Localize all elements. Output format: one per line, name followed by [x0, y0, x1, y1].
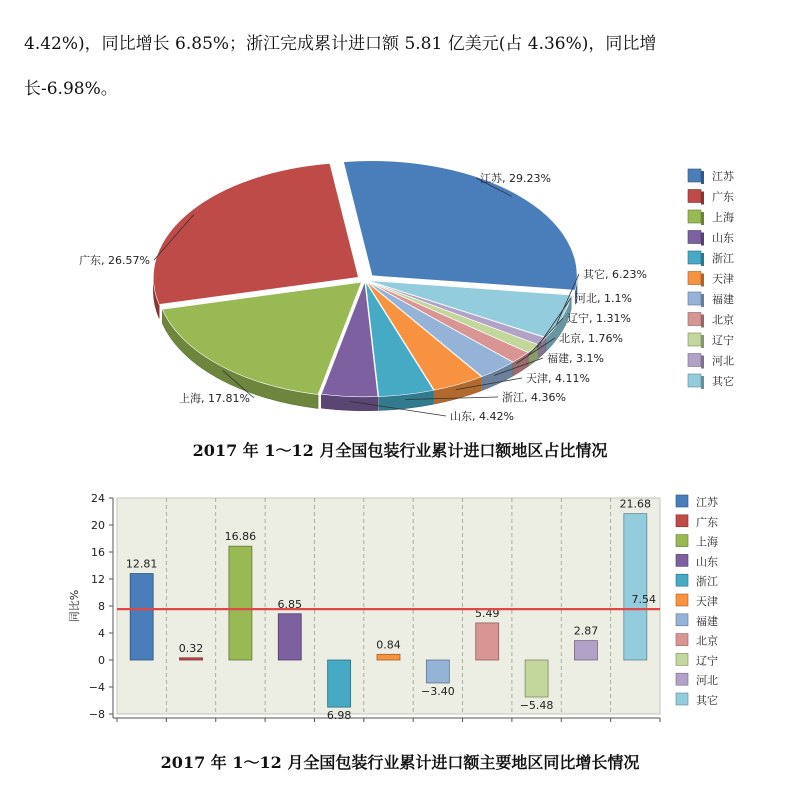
- bar: [624, 514, 647, 660]
- bar-value-label: −3.40: [421, 684, 455, 698]
- bar-value-label: 2.87: [573, 624, 599, 638]
- y-axis: [89, 492, 113, 721]
- legend-swatch: [688, 333, 701, 346]
- bar: [328, 660, 351, 707]
- legend-swatch: [676, 594, 688, 606]
- legend-label: 辽宁: [712, 334, 734, 347]
- legend-swatch: [688, 190, 701, 203]
- legend-label: 广东: [712, 190, 734, 204]
- legend-label: 江苏: [696, 496, 718, 509]
- legend-swatch: [688, 169, 701, 182]
- pie-label: 山东, 4.42%: [450, 410, 514, 423]
- bar-value-label: 0.32: [178, 641, 204, 655]
- legend-swatch: [688, 313, 701, 326]
- legend-swatch: [676, 515, 688, 527]
- legend-label: 河北: [712, 354, 734, 368]
- plot-area: [117, 498, 660, 714]
- legend-label: 浙江: [696, 575, 718, 589]
- pie-label: 北京, 1.76%: [559, 332, 623, 345]
- bar: [180, 658, 203, 660]
- pie-label: 辽宁, 1.31%: [567, 312, 631, 325]
- y-tick-label: 20: [91, 519, 105, 532]
- legend-label: 天津: [712, 272, 734, 286]
- legend-swatch: [688, 251, 701, 264]
- legend-swatch: [688, 354, 701, 367]
- bar-value-label: 6.85: [277, 597, 303, 611]
- bar-value-label: 21.68: [619, 497, 652, 511]
- legend-label: 上海: [712, 211, 734, 224]
- legend-label: 其它: [712, 375, 734, 388]
- y-tick-label: 4: [98, 627, 105, 640]
- bar-value-label: 5.49: [474, 606, 500, 620]
- bar-legend: [676, 495, 719, 707]
- legend-label: 浙江: [712, 252, 734, 265]
- pie-label: 天津, 4.11%: [526, 372, 590, 385]
- legend-label: 河北: [696, 674, 718, 688]
- legend-swatch: [688, 292, 701, 305]
- pie-caption: 2017 年 1～12 月全国包装行业累计进口额地区占比情况: [192, 441, 608, 460]
- y-tick-label: −8: [88, 708, 105, 721]
- pie-legend: [688, 169, 735, 389]
- bar-caption: 2017 年 1～12 月全国包装行业累计进口额主要地区同比增长情况: [160, 753, 640, 772]
- legend-swatch: [676, 574, 688, 586]
- y-tick-label: 0: [98, 654, 105, 667]
- y-tick-label: 16: [91, 546, 105, 559]
- bar-value-label: 12.81: [125, 557, 158, 571]
- bar-value-label: −5.48: [519, 698, 554, 712]
- legend-label: 北京: [696, 634, 718, 648]
- legend-swatch: [688, 272, 701, 285]
- legend-swatch: [676, 673, 688, 685]
- bar: [377, 654, 400, 660]
- legend-label: 上海: [696, 535, 718, 549]
- bar: [574, 641, 597, 660]
- bar: [278, 614, 301, 660]
- bar: [476, 623, 499, 660]
- legend-label: 山东: [712, 231, 734, 245]
- pie-label: 浙江, 4.36%: [502, 391, 566, 404]
- pie-label: 福建, 3.1%: [547, 352, 604, 365]
- pie-label: 广东, 26.57%: [79, 254, 150, 267]
- y-axis-label: 同比%: [68, 589, 81, 623]
- legend-swatch: [676, 653, 688, 665]
- legend-label: 福建: [696, 614, 718, 628]
- bar-value-label: 6.98: [326, 709, 352, 723]
- y-tick-label: 12: [91, 573, 105, 586]
- bar-value-label: 0.84: [376, 638, 401, 652]
- legend-label: 广东: [696, 515, 718, 529]
- legend-label: 山东: [696, 555, 718, 569]
- legend-label: 北京: [712, 313, 734, 327]
- legend-label: 辽宁: [696, 654, 718, 668]
- bar: [525, 660, 548, 697]
- legend-swatch: [688, 231, 701, 244]
- y-tick-label: −4: [88, 681, 105, 694]
- intro-line-1: 4.42%)，同比增长 6.85%；浙江完成累计进口额 5.81 亿美元(占 4.36%)，同比增: [24, 34, 657, 54]
- average-line-label: 7.54: [631, 593, 656, 607]
- bar: [229, 546, 252, 660]
- bar-chart: [0, 478, 800, 740]
- pie-label: 上海, 17.81%: [179, 392, 250, 405]
- y-tick-label: 8: [98, 600, 105, 613]
- pie-slice: [153, 163, 358, 304]
- pie-label: 其它, 6.23%: [583, 268, 647, 281]
- legend-swatch: [676, 634, 688, 646]
- legend-label: 天津: [696, 595, 718, 608]
- legend-swatch: [676, 614, 688, 626]
- pie-chart: [0, 140, 800, 430]
- legend-swatch: [688, 210, 701, 223]
- intro-text: [24, 22, 794, 112]
- legend-swatch: [688, 374, 701, 387]
- pie-label: 河北, 1.1%: [575, 292, 632, 305]
- legend-swatch: [676, 495, 688, 507]
- bar: [130, 574, 153, 660]
- intro-line-2: 长-6.98%。: [24, 79, 118, 99]
- legend-label: 江苏: [712, 170, 734, 183]
- legend-swatch: [676, 535, 688, 547]
- bar: [426, 660, 449, 683]
- legend-label: 福建: [712, 293, 734, 306]
- y-tick-label: 24: [91, 492, 105, 505]
- legend-swatch: [676, 554, 688, 566]
- pie-label: 江苏, 29.23%: [480, 172, 551, 185]
- legend-label: 其它: [696, 694, 718, 707]
- bar-value-label: 16.86: [224, 530, 257, 544]
- legend-swatch: [676, 693, 688, 705]
